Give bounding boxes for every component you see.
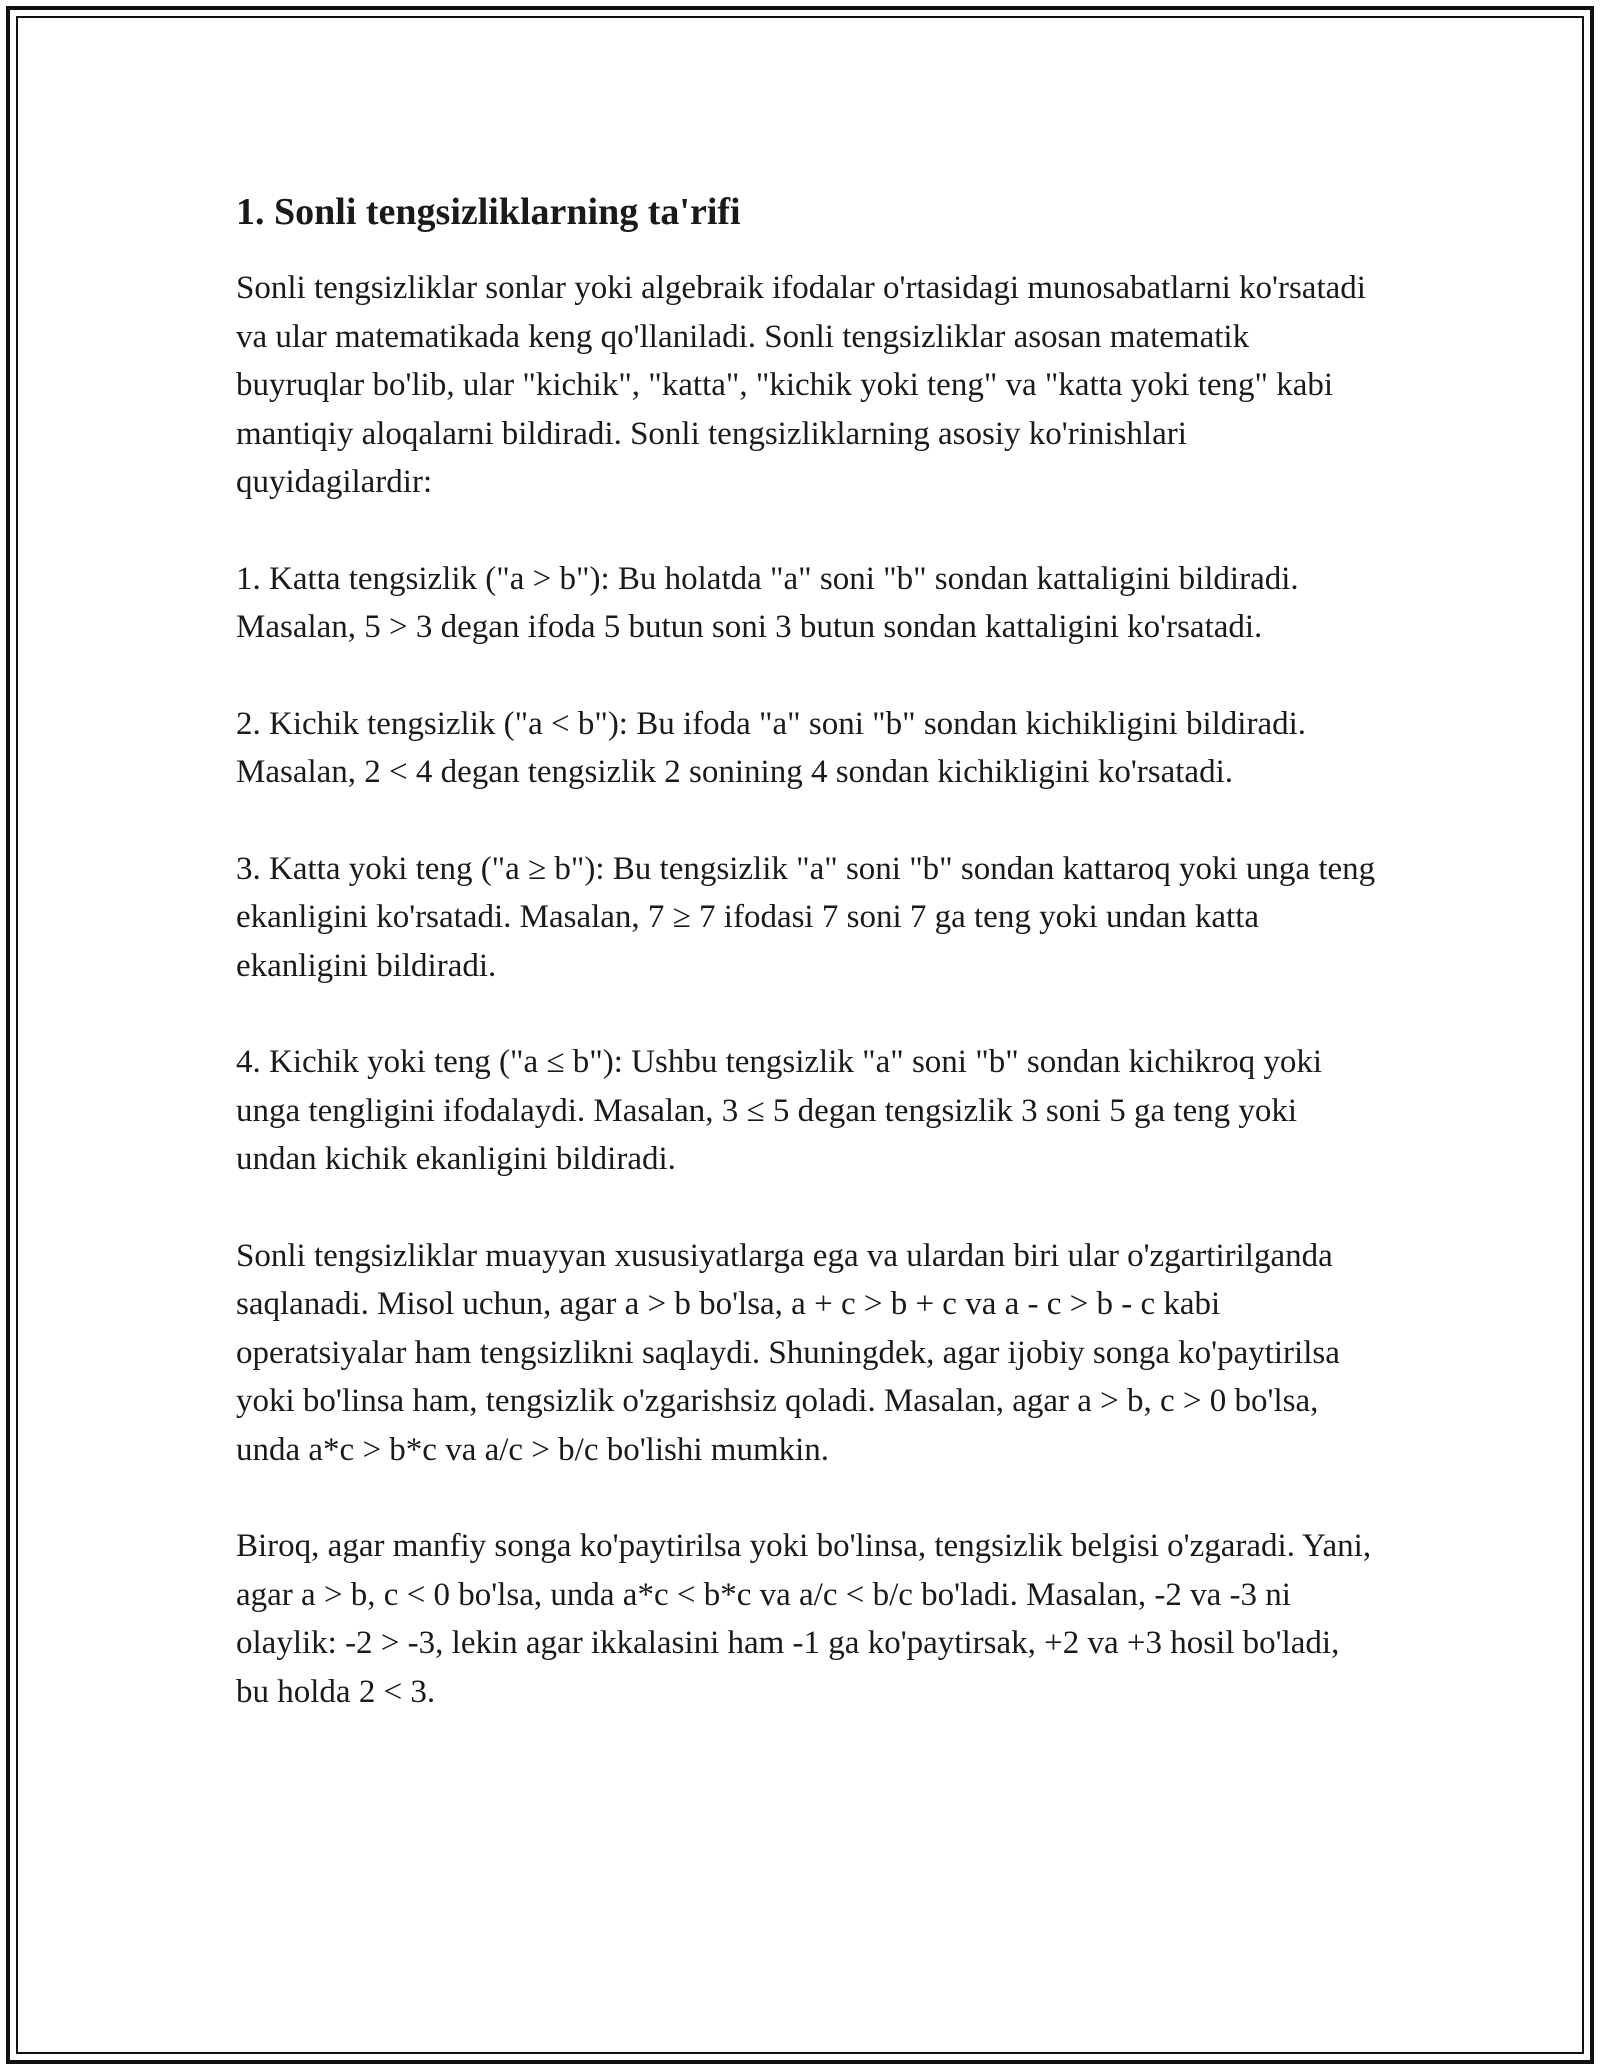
greater-than-paragraph: 1. Katta tengsizlik ("a > b"): Bu holatda "a" soni "b" sondan kattaligini bildiradi. Masalan, 5 > 3 degan ifoda 5 butun soni 3 butun sondan kattaligini ko'rsatadi.	[236, 560, 1299, 645]
document-body	[236, 184, 1376, 1764]
less-or-equal-paragraph: 4. Kichik yoki teng ("a ≤ b"): Ushbu tengsizlik "a" soni "b" sondan kichikroq yoki unga tengligini ifodalaydi. Masalan, 3 ≤ 5 degan tengsizlik 3 soni 5 ga teng yoki undan kichik ekanligini bildiradi.	[236, 1044, 1323, 1177]
properties-paragraph: Sonli tengsizliklar muayyan xususiyatlarga ega va ulardan biri ular o'zgartirilganda saqlanadi. Misol uchun, agar a > b bo'lsa, a + c > b + c va a - c > b - c kabi operatsiyalar ham tengsizlikni saqlaydi. Shuningdek, agar ijobiy songa ko'paytirilsa yoki bo'linsa ham, tengsizlik o'zgarishsiz qoladi. Masalan, agar a > b, c > 0 bo'lsa, unda a*c > b*c va a/c > b/c bo'lishi mumkin.	[236, 1237, 1340, 1468]
greater-or-equal-paragraph: 3. Katta yoki teng ("a ≥ b"): Bu tengsizlik "a" soni "b" sondan kattaroq yoki unga teng ekanligini ko'rsatadi. Masalan, 7 ≥ 7 ifodasi 7 soni 7 ga teng yoki undan katta ekanligini bildiradi.	[236, 850, 1376, 984]
intro-paragraph: Sonli tengsizliklar sonlar yoki algebraik ifodalar o'rtasidagi munosabatlarni ko'rsatadi va ular matematikada keng qo'llaniladi. Sonli tengsizliklar asosan matematik buyruqlar bo'lib, ular "kichik", "katta", "kichik yoki teng" va "katta yoki teng" kabi mantiqiy aloqalarni bildiradi. Sonli tengsizliklarning asosiy ko'rinishlari quyidagilardir:	[236, 270, 1366, 500]
negative-multiplier-paragraph: Biroq, agar manfiy songa ko'paytirilsa yoki bo'linsa, tengsizlik belgisi o'zgaradi. Yani, agar a > b, c < 0 bo'lsa, unda a*c < b*c va a/c < b/c bo'ladi. Masalan, -2 va -3 ni olaylik: -2 > -3, lekin agar ikkalasini ham -1 ga ko'paytirsak, +2 va +3 hosil bo'ladi, bu holda 2 < 3.	[236, 1528, 1372, 1710]
less-than-paragraph: 2. Kichik tengsizlik ("a < b"): Bu ifoda "a" soni "b" sondan kichikligini bildiradi. Masalan, 2 < 4 degan tengsizlik 2 sonining 4 sondan kichikligini ko'rsatadi.	[236, 705, 1307, 790]
section-heading: 1. Sonli tengsizliklarning ta'rifi	[236, 191, 741, 233]
